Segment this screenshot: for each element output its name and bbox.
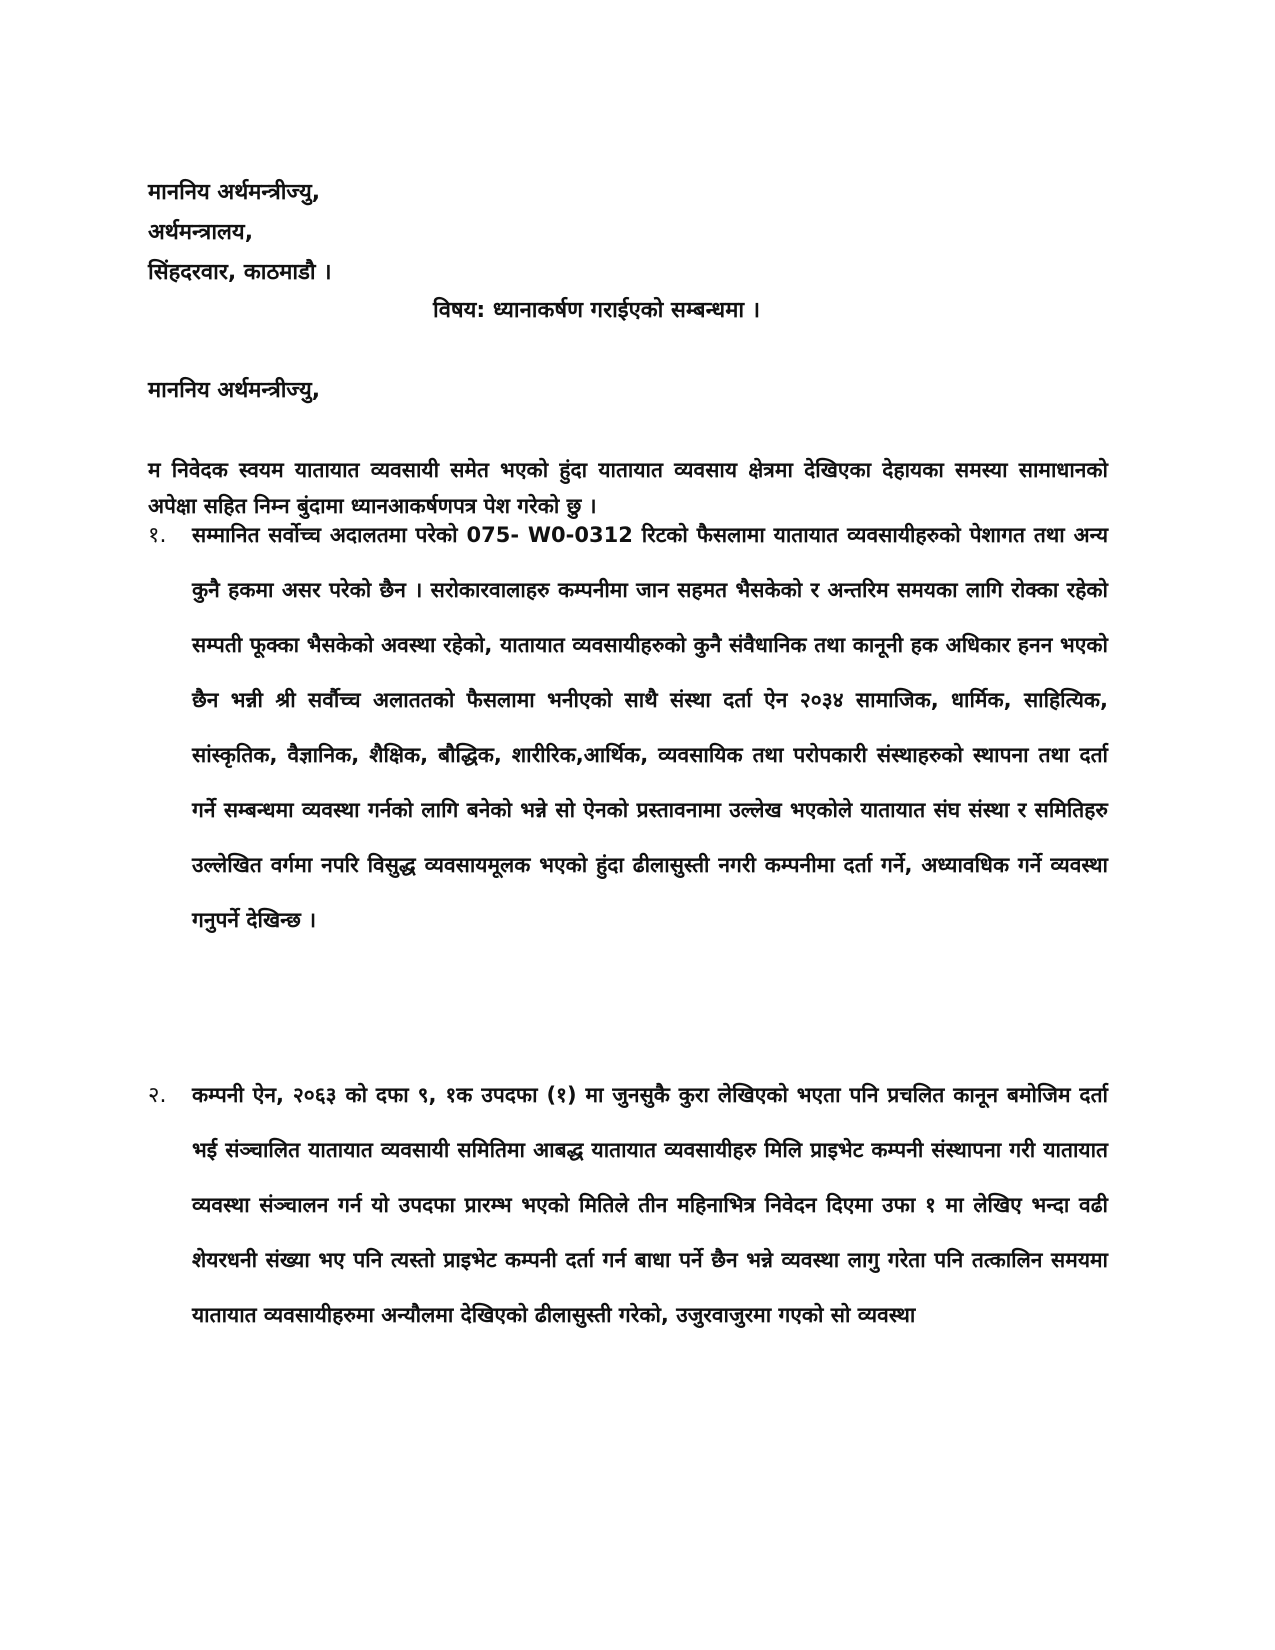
list-item-number: १.	[148, 523, 167, 548]
address-line-2: अर्थमन्त्रालय,	[148, 220, 254, 245]
list-item-text: कम्पनी ऐन, २०६३ को दफा ९, १क उपदफा (१) मा जुनसुकै कुरा लेखिएको भएता पनि प्रचलित कानून बमोजिम दर्ता भई संञ्चालित यातायात व्यवसायी समितिमा आबद्ध यातायात व्यवसायीहरु मिलि प्राइभेट कम्पनी संस्थापना गरी यातायात व्यवस्था संञ्चालन गर्न यो उपदफा प्रारम्भ भएको मितिले तीन महिनाभित्र निवेदन दिएमा उफा १ मा लेखिए भन्दा वढी शेयरधनी संख्या भए पनि त्यस्तो प्राइभेट कम्पनी दर्ता गर्न बाधा पर्ने छैन भन्ने व्यवस्था लागु गरेता पनि तत्कालिन समयमा यातायात व्यवसायीहरुमा अन्यौलमा देखिएको ढीलासुस्ती गरेको, उजुरवाजुरमा गएको सो व्यवस्था	[192, 1083, 1108, 1327]
address-line-1: माननिय अर्थमन्त्रीज्यु,	[148, 180, 321, 205]
list-item-number: २.	[148, 1083, 167, 1108]
intro-paragraph: म निवेदक स्वयम यातायात व्यवसायी समेत भएको हुंदा यातायात व्यवसाय क्षेत्रमा देखिएका देहायका समस्या सामाधानको अपेक्षा सहित निम्न बुंदामा ध्यानआकर्षणपत्र पेश गरेको छु ।	[148, 458, 1108, 518]
address-line-3: सिंहदरवार, काठमाडौ ।	[148, 260, 332, 285]
letter-salutation: माननिय अर्थमन्त्रीज्यु,	[148, 378, 321, 403]
list-item-text: सम्मानित सर्वोच्च अदालतमा परेको 075- W0-0312 रिटको फैसलामा यातायात व्यवसायीहरुको पेशागत तथा अन्य कुनै हकमा असर परेको छैन । सरोकारवालाहरु कम्पनीमा जान सहमत भैसकेको र अन्तरिम समयका लागि रोक्का रहेको सम्पती फूक्का भैसकेको अवस्था रहेको, यातायात व्यवसायीहरुको कुनै संवैधानिक तथा कानूनी हक अधिकार हनन भएको छैन भन्नी श्री सर्वौच्च अलाततको फैसलामा भनीएको साथै संस्था दर्ता ऐन २०३४ सामाजिक, धार्मिक, साहित्यिक, सांस्कृतिक, वैज्ञानिक, शैक्षिक, बौद्धिक, शारीरिक,आर्थिक, व्यवसायिक तथा परोपकारी संस्थाहरुको स्थापना तथा दर्ता गर्ने सम्बन्धमा व्यवस्था गर्नको लागि बनेको भन्ने सो ऐनको प्रस्तावनामा उल्लेख भएकोले यातायात संघ संस्था र समितिहरु उल्लेखित वर्गमा नपरि विसुद्ध व्यवसायमूलक भएको हुंदा ढीलासुस्ती नगरी कम्पनीमा दर्ता गर्ने, अध्यावधिक गर्ने व्यवस्था गनुपर्ने देखिन्छ ।	[192, 523, 1108, 932]
letter-subject: विषय: ध्यानाकर्षण गराईएको सम्बन्धमा ।	[433, 298, 761, 323]
